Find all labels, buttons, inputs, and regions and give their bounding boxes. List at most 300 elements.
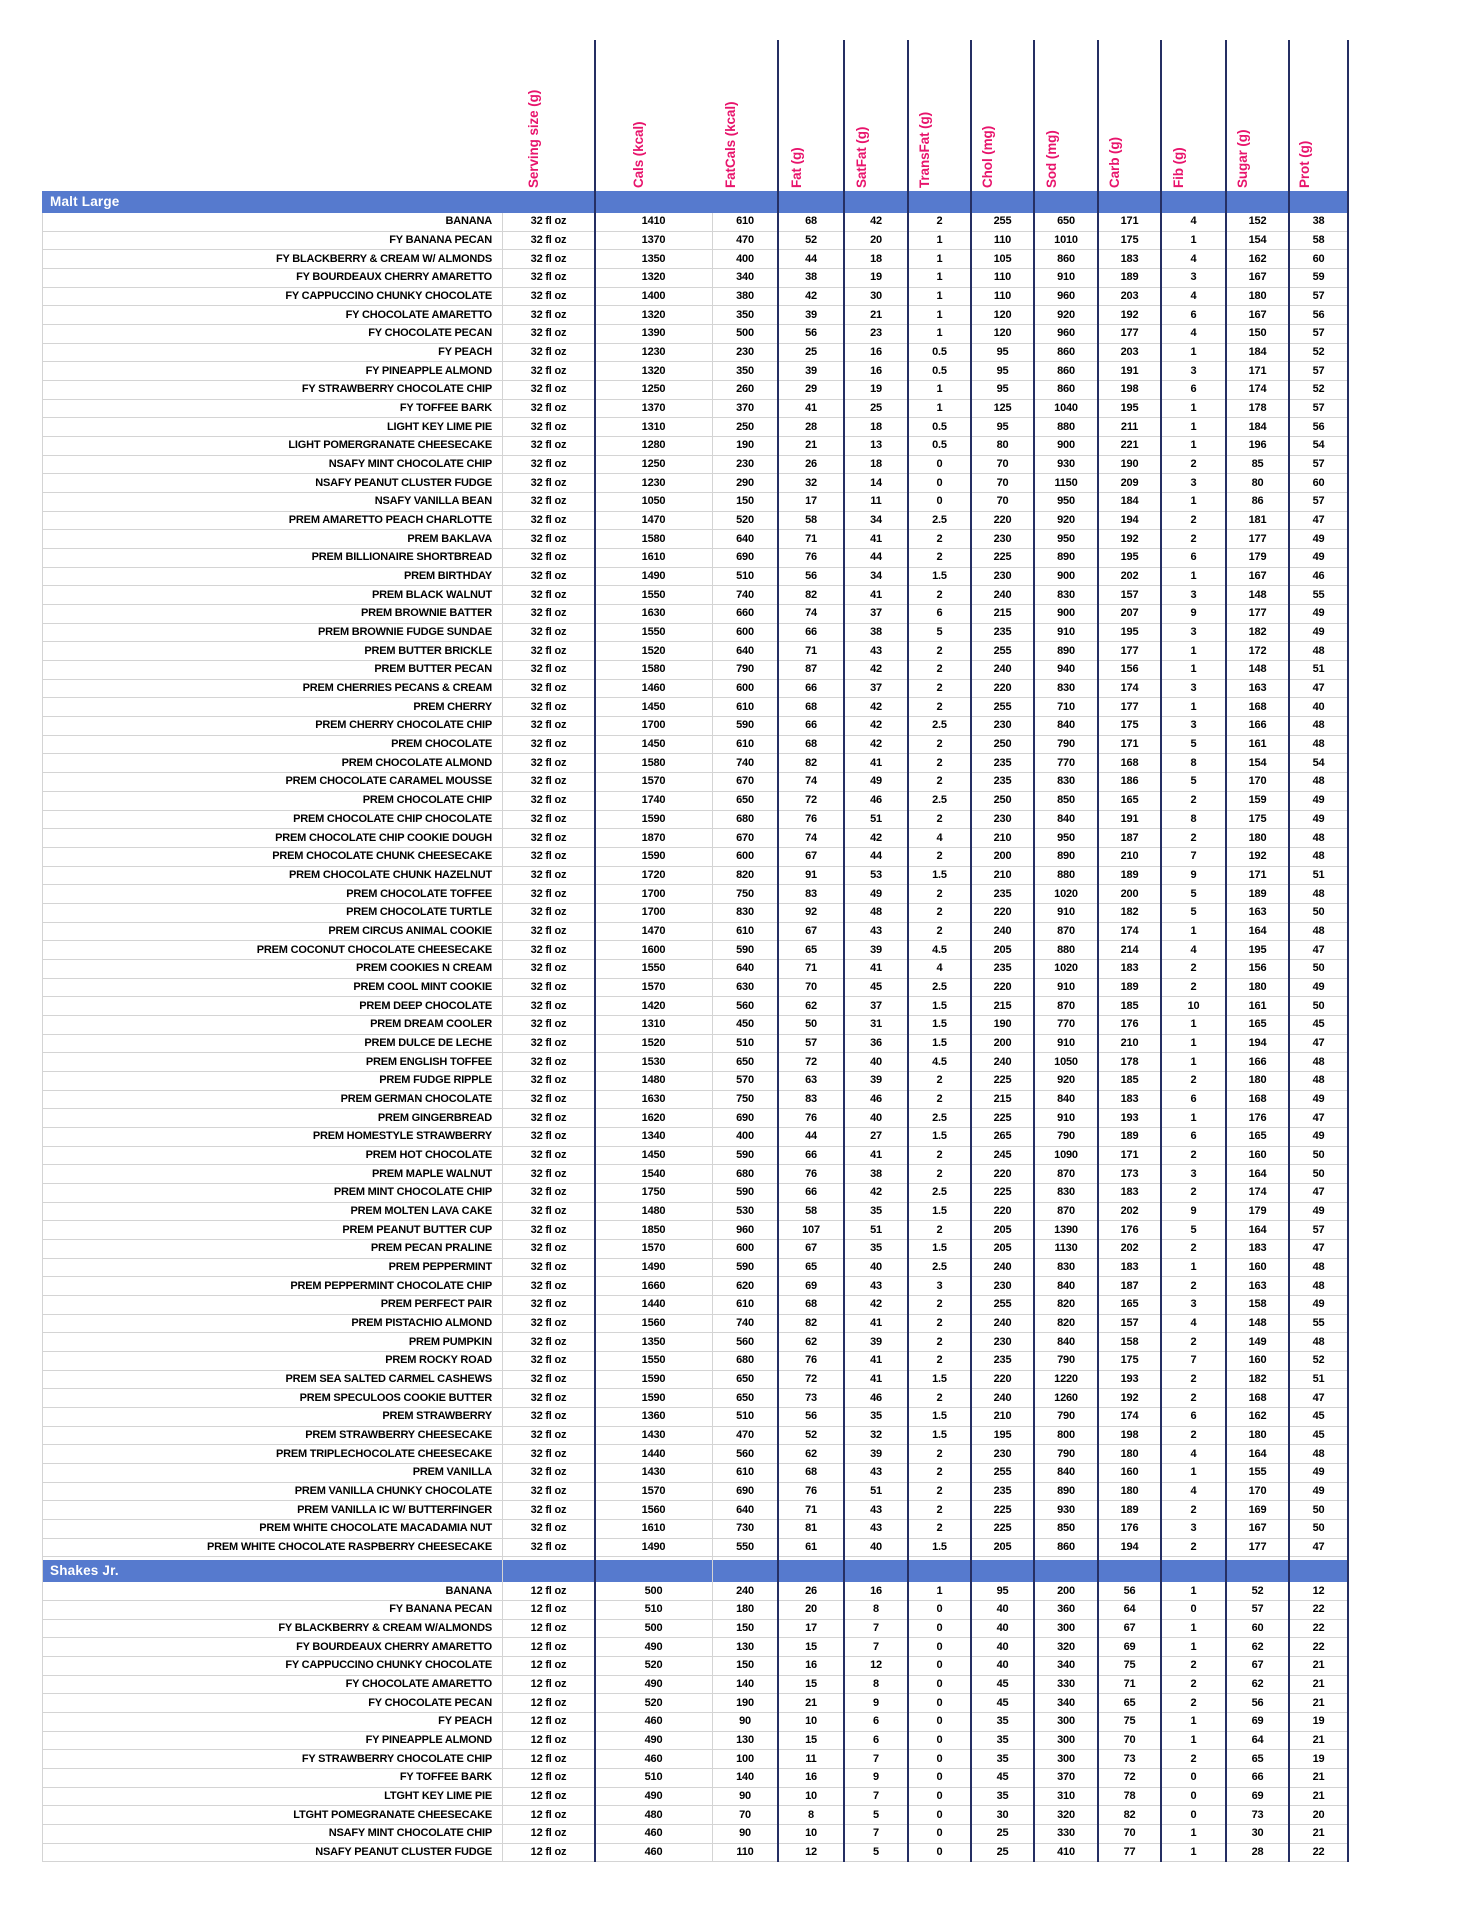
table-row [42,1389,1348,1408]
cell-value: 202 [1120,1204,1139,1217]
cell-value: 120 [993,327,1012,340]
cell-value: 190 [1120,458,1139,471]
cell-value: 3 [1190,1298,1197,1311]
cell-value: 530 [736,1204,754,1217]
column-header: Fat (g) [789,147,804,188]
cell-value: 240 [993,588,1012,601]
cell-value: 186 [1120,775,1139,788]
cell-value: 840 [1057,1279,1075,1292]
cell-value: 195 [993,1429,1012,1441]
cell-value: 1700 [641,719,666,732]
cell-value: 48 [1312,850,1325,863]
cell-value: 26 [805,1584,817,1597]
cell-value: 1010 [1054,234,1078,246]
table-row [42,1732,1348,1751]
cell-value: 90 [739,1827,751,1840]
cell-value: 1 [936,402,943,415]
cell-value: 65 [805,943,817,956]
cell-value: 5 [936,626,943,639]
cell-value: 210 [993,868,1012,881]
cell-value: 2 [936,1092,943,1105]
cell-value: 76 [805,1485,817,1498]
table-row [42,736,1348,755]
cell-value: 140 [736,1678,754,1691]
table-row [42,325,1348,344]
cell-serving-size: 32 fl oz [530,831,567,844]
cell-value: 18 [870,252,882,265]
table-row [42,549,1348,568]
cell-value: 57 [1251,1603,1264,1616]
cell-value: 210 [1120,850,1139,863]
row-name: PREM PEANUT BUTTER CUP [342,1223,492,1236]
cell-value: 650 [736,1372,754,1385]
cell-value: 71 [805,532,817,545]
cell-value: 460 [644,1752,663,1765]
cell-value: 51 [870,1485,882,1498]
cell-value: 58 [805,514,817,527]
cell-value: 1 [1190,346,1197,359]
cell-value: 350 [736,308,754,321]
cell-value: 198 [1120,383,1139,396]
cell-value: 1130 [1054,1242,1078,1255]
cell-value: 1230 [641,346,666,359]
cell-value: 37 [870,999,882,1012]
cell-value: 1090 [1054,1148,1078,1161]
cell-value: 49 [1312,607,1325,620]
cell-value: 176 [1248,1111,1267,1124]
cell-value: 45 [996,1771,1009,1784]
cell-value: 1.5 [932,1204,947,1217]
cell-value: 41 [870,588,882,601]
table-row [42,362,1348,381]
cell-value: 0 [936,1715,943,1728]
table-row [42,1638,1348,1657]
cell-serving-size: 32 fl oz [530,626,567,639]
row-name: PREM PERFECT PAIR [380,1298,492,1311]
cell-value: 44 [870,551,882,564]
cell-serving-size: 32 fl oz [530,402,567,415]
cell-value: 21 [1312,1696,1325,1709]
row-name: PREM VANILLA IC W/ BUTTERFINGER [297,1503,492,1516]
cell-value: 1 [1190,1111,1197,1124]
grid-vline [1347,40,1349,1862]
cell-value: 46 [1312,570,1325,583]
cell-value: 10 [805,1715,817,1728]
section-title: Malt Large [50,194,120,209]
cell-value: 4 [1190,943,1197,956]
column-header: Cals (kcal) [631,121,646,188]
cell-value: 36 [870,1036,882,1049]
cell-value: 202 [1120,570,1139,583]
cell-value: 2 [936,1522,943,1535]
cell-value: 184 [1248,420,1267,433]
cell-value: 157 [1120,1316,1139,1329]
cell-value: 57 [1312,364,1325,377]
cell-value: 43 [870,1522,882,1535]
cell-value: 125 [993,402,1012,415]
table-row [42,811,1348,830]
column-header: TransFat (g) [917,111,932,188]
cell-value: 230 [993,570,1012,583]
cell-value: 650 [736,1055,754,1068]
cell-value: 30 [1251,1827,1264,1840]
row-name: PREM DREAM COOLER [370,1018,492,1031]
row-name: PREM CHOCOLATE CARAMEL MOUSSE [285,775,492,788]
cell-value: 400 [736,1130,754,1143]
cell-value: 1530 [641,1055,666,1068]
cell-value: 83 [805,1092,817,1105]
cell-value: 2 [1190,1186,1197,1199]
cell-value: 42 [870,663,882,676]
cell-value: 167 [1248,570,1267,583]
cell-value: 240 [736,1584,754,1597]
cell-value: 460 [644,1846,663,1859]
row-name: FY CAPPUCCINO CHUNKY CHOCOLATE [285,1659,492,1672]
cell-value: 0 [936,1846,943,1859]
table-row [42,829,1348,848]
cell-value: 70 [1123,1734,1136,1747]
cell-value: 162 [1248,252,1267,265]
cell-value: 51 [1312,1372,1325,1385]
cell-value: 1870 [641,831,666,844]
cell-value: 2 [936,1335,943,1348]
cell-value: 50 [805,1018,817,1031]
row-name: PREM CHERRY [413,700,492,713]
cell-value: 1 [1190,1466,1197,1479]
cell-value: 820 [1057,1298,1075,1311]
cell-value: 860 [1057,252,1075,265]
cell-value: 290 [736,476,754,489]
cell-value: 310 [1057,1790,1075,1803]
grid-vline [594,40,596,1862]
cell-value: 500 [644,1622,663,1635]
cell-value: 38 [870,626,882,639]
cell-value: 56 [1251,1696,1264,1709]
table-row [42,1601,1348,1620]
cell-value: 39 [870,1074,882,1087]
cell-serving-size: 32 fl oz [530,215,567,228]
cell-value: 41 [870,532,882,545]
grid-vline [1160,40,1162,1862]
cell-value: 1320 [641,364,666,377]
cell-value: 183 [1120,1186,1139,1199]
cell-value: 76 [805,551,817,564]
cell-value: 0 [936,1678,943,1691]
cell-value: 48 [870,906,882,919]
row-name: NSAFY MINT CHOCOLATE CHIP [328,1827,492,1840]
cell-value: 3 [1190,476,1197,489]
cell-value: 72 [805,794,817,807]
cell-value: 910 [1057,626,1075,639]
cell-value: 49 [1312,1204,1325,1217]
cell-value: 600 [736,1242,754,1255]
cell-value: 3 [936,1279,943,1292]
cell-value: 900 [1057,439,1075,452]
cell-serving-size: 32 fl oz [530,1148,567,1161]
cell-value: 179 [1248,1204,1267,1217]
cell-value: 255 [993,215,1012,228]
cell-value: 1570 [641,1485,666,1498]
row-name: PREM MOLTEN LAVA CAKE [350,1204,492,1217]
cell-value: 840 [1057,719,1075,732]
cell-value: 940 [1057,663,1075,676]
cell-value: 950 [1057,831,1075,844]
table-row [42,754,1348,773]
cell-value: 168 [1248,700,1267,713]
cell-serving-size: 12 fl oz [530,1678,567,1691]
table-row [42,1582,1348,1601]
cell-value: 0 [1190,1790,1197,1803]
cell-value: 710 [1057,700,1075,713]
cell-value: 1750 [641,1186,666,1199]
cell-value: 610 [736,738,754,751]
cell-value: 2 [1190,831,1197,844]
cell-value: 68 [805,738,817,751]
cell-value: 39 [870,1335,882,1348]
cell-value: 0 [936,458,943,471]
cell-value: 790 [1057,1410,1075,1423]
cell-value: 81 [805,1522,817,1535]
cell-value: 45 [1312,1429,1325,1441]
cell-serving-size: 32 fl oz [530,1260,567,1273]
cell-value: 195 [1120,402,1139,415]
cell-value: 920 [1057,1074,1075,1087]
cell-value: 192 [1120,532,1139,545]
cell-value: 130 [736,1734,754,1747]
row-name: PREM BUTTER BRICKLE [364,644,492,657]
nutrition-table [42,191,1348,1862]
row-name: PREM PISTACHIO ALMOND [351,1316,492,1329]
cell-value: 2 [936,644,943,657]
cell-value: 50 [1312,1503,1325,1516]
grid-vline [777,40,779,1862]
cell-value: 194 [1120,1541,1139,1554]
cell-value: 95 [996,1584,1009,1597]
cell-value: 66 [805,682,817,695]
table-row [42,1333,1348,1352]
cell-value: 32 [805,476,817,489]
cell-value: 69 [1123,1640,1136,1653]
cell-value: 560 [736,1335,754,1348]
cell-value: 194 [1120,514,1139,527]
row-name: PREM COOKIES N CREAM [356,962,492,975]
cell-value: 110 [993,234,1012,246]
cell-value: 70 [996,476,1009,489]
cell-serving-size: 32 fl oz [530,1298,567,1311]
cell-value: 300 [1057,1734,1075,1747]
cell-value: 670 [736,831,754,844]
cell-value: 255 [993,644,1012,657]
cell-value: 92 [805,906,817,919]
cell-value: 21 [1312,1771,1325,1784]
cell-value: 68 [805,1298,817,1311]
cell-value: 9 [1190,607,1197,620]
cell-value: 1550 [641,588,666,601]
cell-value: 40 [870,1260,882,1273]
cell-value: 3 [1190,719,1197,732]
cell-value: 175 [1248,812,1267,825]
cell-value: 180 [1248,1074,1267,1087]
row-name: FY CHOCOLATE AMARETTO [345,308,492,321]
table-row [42,680,1348,699]
cell-value: 168 [1120,756,1139,769]
cell-value: 1390 [1054,1223,1078,1236]
row-name: PREM CHOCOLATE CHIP [362,794,492,807]
cell-value: 189 [1120,1503,1139,1516]
table-row [42,1016,1348,1035]
cell-value: 16 [805,1659,817,1672]
cell-value: 27 [870,1130,882,1143]
cell-value: 910 [1057,1036,1075,1049]
row-name: PREM DEEP CHOCOLATE [359,999,492,1012]
cell-value: 50 [1312,962,1325,975]
cell-value: 1480 [641,1074,666,1087]
cell-value: 72 [1123,1771,1136,1784]
cell-serving-size: 32 fl oz [530,1354,567,1367]
cell-value: 340 [736,271,754,284]
cell-value: 1.5 [932,868,947,881]
cell-value: 2 [936,663,943,676]
cell-value: 1250 [641,458,666,471]
cell-value: 2 [936,1503,943,1516]
cell-value: 740 [736,588,754,601]
cell-value: 2 [936,1298,943,1311]
cell-value: 51 [870,812,882,825]
column-header: Chol (mg) [980,125,995,188]
cell-value: 2 [936,551,943,564]
grid-vline [1288,40,1290,1862]
cell-value: 76 [805,1111,817,1124]
cell-serving-size: 32 fl oz [530,850,567,863]
row-name: PREM DULCE DE LECHE [364,1036,492,1049]
cell-serving-size: 32 fl oz [530,327,567,340]
cell-value: 590 [736,1186,754,1199]
cell-value: 1610 [641,1522,666,1535]
cell-value: 1430 [641,1466,666,1479]
cell-value: 192 [1120,308,1139,321]
cell-value: 1 [936,234,943,246]
cell-value: 1570 [641,1242,666,1255]
section-header-bar [42,191,1348,213]
cell-value: 0 [936,1622,943,1635]
grid-vline [1033,40,1035,1862]
cell-value: 1520 [641,1036,666,1049]
row-name: FY PINEAPPLE ALMOND [365,364,492,377]
cell-value: 960 [1057,290,1075,303]
cell-value: 770 [1057,756,1075,769]
cell-value: 0.5 [932,346,947,359]
cell-value: 1660 [641,1279,666,1292]
cell-value: 1490 [641,1260,666,1273]
cell-value: 211 [1120,420,1139,433]
cell-value: 166 [1248,719,1267,732]
cell-value: 50 [1312,906,1325,919]
cell-value: 52 [1312,346,1325,359]
cell-value: 150 [736,1659,754,1672]
cell-value: 600 [736,626,754,639]
cell-value: 1 [936,383,943,396]
cell-value: 25 [996,1827,1009,1840]
table-row [42,997,1348,1016]
cell-value: 8 [1190,756,1197,769]
table-row [42,344,1348,363]
cell-value: 170 [1248,775,1267,788]
cell-value: 72 [805,1372,817,1385]
cell-value: 4 [936,962,943,975]
cell-value: 2 [1190,1372,1197,1385]
table-row [42,213,1348,232]
cell-value: 350 [736,364,754,377]
cell-value: 70 [739,1808,751,1821]
cell-value: 2 [936,756,943,769]
cell-value: 1480 [641,1204,666,1217]
row-name: PREM CIRCUS ANIMAL COOKIE [328,924,492,937]
cell-value: 790 [1057,738,1075,751]
cell-value: 510 [736,1410,754,1423]
cell-value: 4 [1190,1485,1197,1498]
cell-value: 2 [1190,1148,1197,1161]
cell-value: 158 [1248,1298,1267,1311]
row-name: PREM CHERRIES PECANS & CREAM [302,682,492,695]
cell-value: 176 [1120,1522,1139,1535]
cell-value: 202 [1120,1242,1139,1255]
cell-value: 193 [1120,1111,1139,1124]
cell-value: 320 [1057,1640,1075,1653]
table-row [42,1352,1348,1371]
cell-value: 950 [1057,495,1075,508]
cell-value: 183 [1248,1242,1267,1255]
cell-value: 31 [870,1018,882,1031]
cell-value: 1 [1190,663,1197,676]
cell-value: 49 [1312,1092,1325,1105]
table-row [42,792,1348,811]
cell-value: 41 [805,402,817,415]
cell-value: 830 [1057,775,1075,788]
cell-value: 177 [1248,1541,1267,1554]
table-row [42,1408,1348,1427]
table-row [42,568,1348,587]
cell-value: 163 [1248,1279,1267,1292]
cell-value: 75 [1123,1715,1136,1728]
table-row [42,1184,1348,1203]
cell-value: 191 [1120,364,1139,377]
cell-value: 160 [1248,1354,1267,1367]
cell-value: 800 [1057,1429,1075,1441]
cell-value: 900 [1057,570,1075,583]
column-header: FatCals (kcal) [723,101,738,188]
cell-serving-size: 32 fl oz [530,1186,567,1199]
cell-value: 76 [805,812,817,825]
cell-value: 48 [1312,644,1325,657]
cell-value: 57 [1312,290,1325,303]
cell-value: 192 [1120,1391,1139,1404]
cell-value: 17 [805,1622,817,1635]
cell-value: 225 [993,1503,1012,1516]
cell-value: 490 [644,1734,663,1747]
cell-value: 1 [1190,1715,1197,1728]
cell-value: 1.5 [932,1429,947,1441]
cell-value: 21 [1312,1790,1325,1803]
cell-value: 2 [936,700,943,713]
table-row [42,1825,1348,1844]
cell-serving-size: 12 fl oz [530,1790,567,1803]
cell-value: 189 [1120,868,1139,881]
table-row [42,923,1348,942]
cell-value: 1 [1190,234,1197,246]
cell-serving-size: 32 fl oz [530,1242,567,1255]
cell-value: 69 [1251,1715,1264,1728]
cell-value: 1 [1190,439,1197,452]
